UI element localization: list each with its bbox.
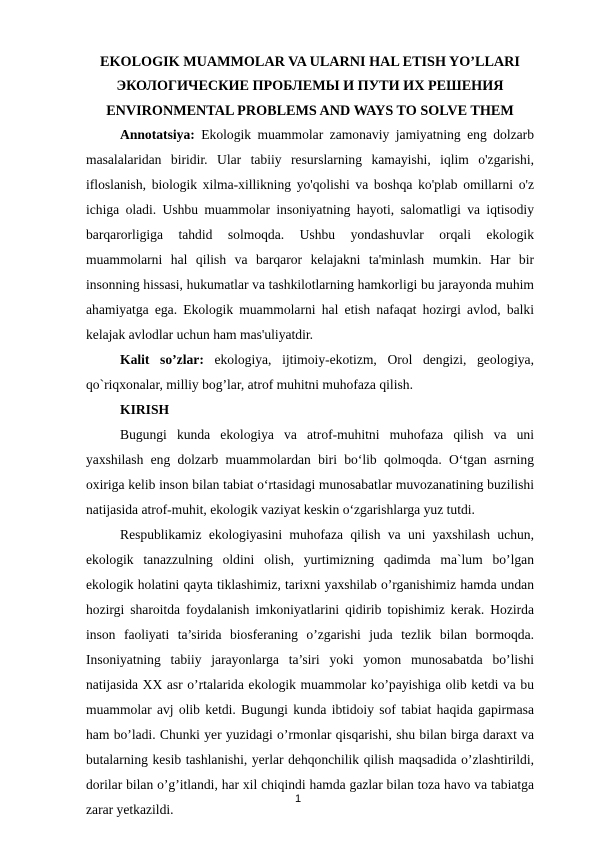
page-number: 1	[294, 793, 302, 805]
intro-paragraph-2: Respublikamiz ekologiyasini muhofaza qilish va uni yaxshilash uchun, ekologik tanazzulning oldini olish, yurtimizning qadimda ma`lum bo’lgan ekologik holatini qayta tiklashimiz, tarixni yaxshilab o’rganishimiz hamda undan hozirgi sharoitda foydalanish imkoniyatlarini qidirib topishimiz kerak. Hozirda inson faoliyati ta’sirida biosferaning o’zgarishi juda tezlik bilan bormoqda. Insoniyatning tabiiy jarayonlarga ta’siri yoki yomon munosabatda bo’lishi natijasida XX asr o’rtalarida ekologik muammolar ko’payishiga olib ketdi va bu muammolar avj olib ketdi. Bugungi kunda ibtidoiy sof tabiat haqida gapirmasa ham bo’ladi. Chunki yer yuzidagi o’rmonlar qisqarishi, shu bilan birga daraxt va butalarning kesib tashlanishi, yerlar dehqonchilik qilish maqsadida o’zlashtirildi, dorilar bilan o’g’itlandi, har xil chiqindi hamda gazlar bilan toza havo va tabiatga zarar yetkazildi.	[86, 527, 534, 817]
abstract-text: Ekologik muammolar zamonaviy jamiyatning eng dolzarb masalalaridan biridir. Ular tabiiy resurslarning kamayishi, iqlim o'zgarishi, ifloslanish, biologik xilma-xillikning yo'qolishi va boshqa ko'plab omillarni o'z ichiga oladi. Ushbu muammolar insoniyatning hayoti, salomatligi va iqtisodiy barqarorligiga tahdid solmoqda. Ushbu yondashuvlar orqali ekologik muammolarni hal qilish va barqaror kelajakni ta'minlash mumkin. Har bir insonning hissasi, hukumatlar va tashkilotlarning hamkorligi bu jarayonda muhim ahamiyatga ega. Ekologik muammolarni hal etish nafaqat hozirgi avlod, balki kelajak avlodlar uchun ham mas'uliyatdir.	[86, 127, 534, 342]
article-body	[86, 122, 534, 822]
intro-paragraph-1: Bugungi kunda ekologiya va atrof-muhitni muhofaza qilish va uni yaxshilash eng dolzarb muammolardan biri bo‘lib qolmoqda. O‘tgan asrning oxiriga kelib inson bilan tabiat o‘rtasidagi munosabatlar muvozanatining buzilishi natijasida atrof-muhit, ekologik vaziyat keskin o‘zgarishlarga yuz tutdi.	[86, 427, 534, 517]
abstract-paragraph	[86, 122, 534, 347]
intro-heading: KIRISH	[120, 402, 170, 417]
keywords-paragraph	[86, 347, 534, 397]
title-russian: ЭКОЛОГИЧЕСКИЕ ПРОБЛЕМЫ И ПУТИ ИХ РЕШЕНИЯ	[116, 78, 504, 94]
title-english: ENVIRONMENTAL PROBLEMS AND WAYS TO SOLVE THEM	[106, 103, 514, 119]
keywords-text: ekologiya, ijtimoiy-ekotizm, Orol dengizi, geologiya, qo`riqxonalar, milliy bog’lar, atrof muhitni muhofaza qilish.	[86, 352, 534, 392]
abstract-label: Annotatsiya:	[120, 127, 195, 142]
keywords-label: Kalit so’zlar:	[120, 352, 204, 367]
title-uzbek: EKOLOGIK MUAMMOLAR VA ULARNI HAL ETISH YO’LLARI	[100, 54, 520, 70]
